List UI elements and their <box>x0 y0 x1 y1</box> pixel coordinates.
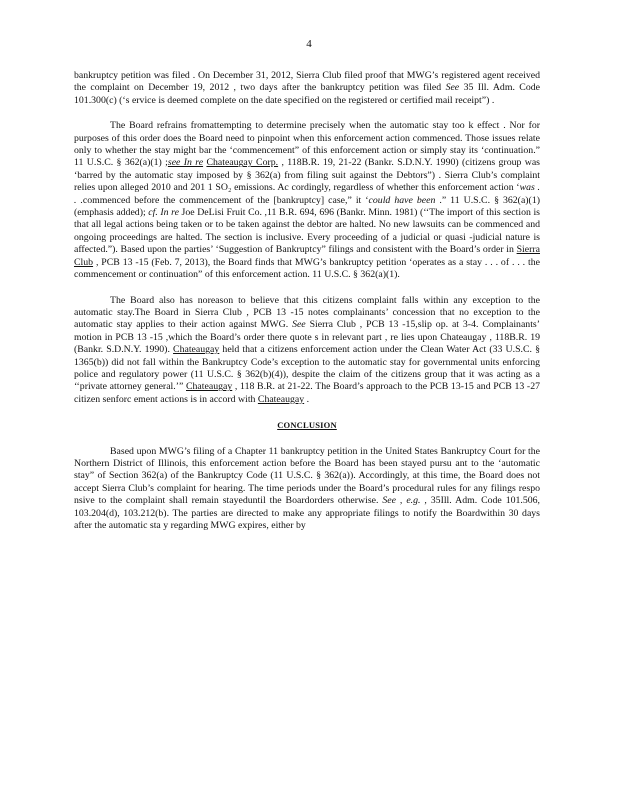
text-segment: , <box>396 495 407 507</box>
paragraph-filing <box>74 70 540 107</box>
text-segment: See <box>445 82 460 94</box>
text-segment: commenced before the commencement of the [bankruptcy] case,” it ‘ <box>82 194 369 206</box>
text-segment: cf. In re <box>148 207 179 219</box>
paragraph-automatic-stay <box>74 120 540 281</box>
page-number: 4 <box>306 38 312 50</box>
text-segment: .” 11 U.S.C. § 362(a)(1) (emphasis added); <box>74 194 540 219</box>
document-body <box>74 70 540 545</box>
text-segment: . <box>304 393 310 405</box>
text-segment: The Board refrains fromattempting to determine precisely when the automatic stay too k effect . Nor for purposes of this order does the Board need to pinpoint when this enforcement action commenced. Those issues relate only to whether the stay might bar the ‘commencement” of this enforcement action or simply stay its ‘continuation.” 11 U.S.C. § 362(a)(1) ; <box>74 120 540 169</box>
text-segment: bankruptcy petition was filed . On December 31, 2012, Sierra Club filed proof that MWG’s registered agent received the complaint on December 19, 2012 , two days after the bankruptcy petition was filed <box>74 70 540 94</box>
text-segment: e.g. <box>406 495 421 507</box>
text-segment: , PCB 13 -15 (Feb. 7, 2013), the Board finds that MWG’s bankruptcy petition ‘operates as a stay . . . of . . . the commencement or continuation” of this enforcement action. 11 U.S.C. § 362(a)(1). <box>74 256 540 281</box>
text-segment: Sierra Club , PCB 13 -15,slip op. at 3-4. Complainants’ motion in PCB 13 -15 ,which the Board’s order there quote s in relevant part , re lies upon Chateaugay , 118B.R. 19 (Bankr. S.D.N.Y. 1990). <box>74 319 540 356</box>
text-segment: Chateaugay <box>173 344 220 356</box>
paragraph-conclusion <box>74 446 540 533</box>
text-segment: Based upon MWG’s filing of a Chapter 11 bankruptcy petition in the United States Bankruptcy Court for the Northern District of Illinois, this enforcement action before the Board has been stayed pursu ant to the ‘automatic stay” of Section 362(a) of the Bankruptcy Code (11 U.S.C. § 362(a)). Accordingly, at this time, the Board does not accept Sierra Club’s complaint for hearing. The time periods under the Board’s procedural rules for any filings respo nsive to the complaint shall remain stayeduntil the Boardorders otherwise. <box>74 445 540 507</box>
text-segment: The Board also has noreason to believe that this citizens complaint falls within any exception to the automatic stay.The Board in Sierra Club , PCB 13 -15 notes complainants’ concession that no exception to the automatic stay applies to their action against MWG. <box>74 294 540 331</box>
text-segment: could have been <box>368 194 436 206</box>
text-segment: Chateaugay <box>257 393 305 405</box>
text-segment: Chateaugay <box>186 381 233 393</box>
text-segment: Chateaugay Corp. <box>206 157 279 169</box>
text-segment: was . . . <box>74 182 540 206</box>
conclusion-heading-text: CONCLUSION <box>277 420 337 431</box>
conclusion-heading <box>74 419 540 431</box>
text-segment: , 35Ill. Adm. Code 101.506, 103.204(d), 103.212(b). The parties are directed to make any appropriate filings to notify the Boardwithin 30 days after the automatic sta y regarding MWG expires, either by <box>74 495 540 531</box>
text-segment: See <box>382 495 396 507</box>
text-segment: 35 Ill. Adm. Code 101.300(c) (‘s ervice is deemed complete on the date specified on the registered or certified mail receipt”) . <box>74 82 540 106</box>
text-segment: held that a citizens enforcement action under the Clean Water Act (33 U.S.C. § 1365(b)) did not fall within the Bankruptcy Code’s exception to the automatic stay for governmental units enforcing police and regulatory power (11 U.S.C. § 362(b)(4)), despite the claim of the citizens group that it was acting as a ‘‘private attorney general.’” <box>74 344 540 393</box>
text-segment: , 118 B.R. at 21-22. The Board’s approach to the PCB 13-15 and PCB 13 -27 citizen senforc ement actions is in accord with <box>74 381 540 405</box>
text-segment: , 118B.R. 19, 21-22 (Bankr. S.D.N.Y. 1990) (citizens group was ‘barred by the automatic stay imposed by § 362(a) from filing suit against the Debtors”) . Sierra Club’s complaint relies upon alleged 2010 and 201 1 SO₂ emissions. Ac cordingly, regardless of whether this enforcement action ‘ <box>74 157 540 194</box>
paragraph-exception <box>74 295 540 407</box>
text-segment: Joe DeLisi Fruit Co. ,11 B.R. 694, 696 (Bankr. Minn. 1981) (‘‘The import of this section is that all legal actions being taken or to be taken against the debtor are halted. No new lawsuits can be commenced and ongoing proceedings are halted. The section is inclusive. Every proceeding of a judicial or quasi -judicial nature is affected.”). Based upon the parties’ ‘Suggestion of Bankruptcy” filings and consistent with the Board’s order in <box>74 207 540 256</box>
text-segment: See <box>292 319 306 331</box>
text-segment: see In re <box>167 157 204 169</box>
text-segment: Sierra Club <box>74 244 540 268</box>
